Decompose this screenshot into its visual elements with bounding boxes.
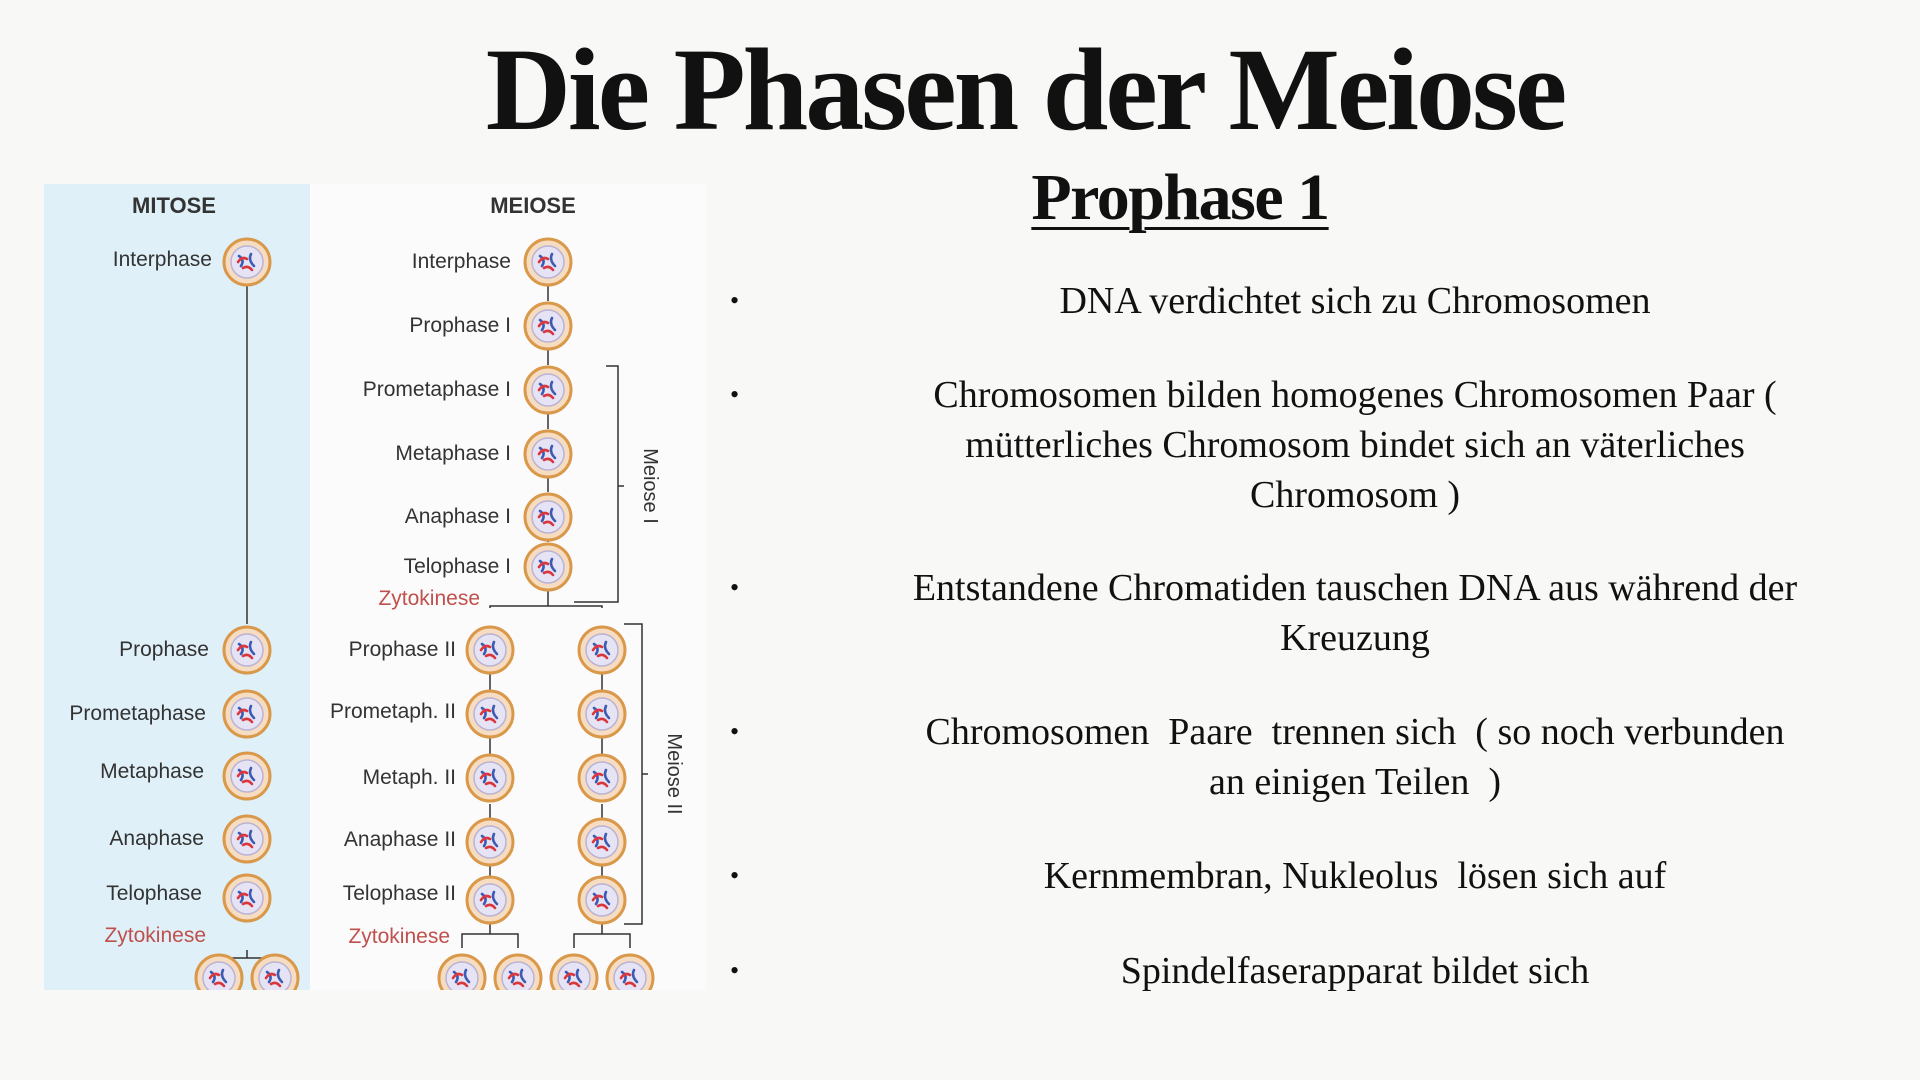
cell-icon (467, 755, 513, 801)
cell-icon (525, 431, 571, 477)
daughter-cell-icon (252, 955, 298, 990)
cell-icon (579, 877, 625, 923)
bullet-text: Chromosomen Paare trennen sich ( so noch verbunden an einigen Teilen ) (925, 711, 1794, 803)
mitose-phase-label: Metaphase (100, 760, 204, 783)
daughter-cell-icon (551, 955, 597, 990)
bullet-text: Chromosomen bilden homogenes Chromosomen Paar ( mütterliches Chromosom bindet sich an väterliches Chromosom ) (933, 374, 1777, 516)
section-subtitle: Prophase 1 (1031, 161, 1329, 234)
mitose-phase-label: Telophase (106, 882, 202, 905)
meiose-phase-label: Metaph. II (362, 766, 456, 789)
bullet-text: Kernmembran, Nukleolus lösen sich auf (1043, 855, 1667, 897)
meiose1-zytokinese-label: Zytokinese (378, 587, 480, 610)
bullet-item (730, 276, 1920, 326)
mitose-phase-label: Prometaphase (69, 702, 206, 725)
mitose-panel (44, 184, 310, 990)
meiose-phase-label: Metaphase I (395, 442, 511, 465)
meiose-1-bracket-label: Meiose I (639, 448, 661, 524)
mitose-header: MITOSE (132, 193, 216, 218)
daughter-cell-icon (495, 955, 541, 990)
meiose-phase-label: Anaphase II (343, 828, 456, 851)
cell-icon (467, 877, 513, 923)
bullet-item (730, 370, 1920, 520)
bullet-dot: • (730, 380, 740, 409)
meiose-phase-label: Prophase I (409, 314, 511, 337)
cell-icon (224, 875, 270, 921)
bullet-item (730, 707, 1920, 807)
meiose-phase-label: Prophase II (348, 638, 456, 661)
phase-diagram (44, 184, 706, 990)
bullet-text: Entstandene Chromatiden tauschen DNA aus während der Kreuzung (912, 567, 1798, 659)
daughter-cell-icon (607, 955, 653, 990)
cell-icon (467, 627, 513, 673)
cell-icon (224, 239, 270, 285)
meiose-phase-label: Prometaph. II (329, 700, 456, 723)
meiose-phase-label: Prometaphase I (362, 378, 511, 401)
bullet-text: DNA verdichtet sich zu Chromosomen (1059, 280, 1651, 322)
cell-icon (525, 544, 571, 590)
meiose-panel (310, 184, 706, 990)
bullet-text: Spindelfaserapparat bildet sich (1120, 950, 1590, 992)
meiose-phase-label: Anaphase I (404, 505, 511, 528)
daughter-cell-icon (196, 955, 242, 990)
cell-icon (224, 691, 270, 737)
cell-icon (579, 627, 625, 673)
meiose-phase-label: Telophase I (403, 555, 511, 578)
cell-icon (467, 819, 513, 865)
meiose-2-bracket-label: Meiose II (663, 733, 685, 815)
mitose-phase-label: Anaphase (109, 827, 204, 850)
mitose-phase-label: Interphase (112, 248, 212, 271)
cell-icon (525, 367, 571, 413)
bullet-dot: • (730, 286, 740, 315)
meiose-phase-label: Interphase (411, 250, 511, 273)
cell-icon (525, 303, 571, 349)
bullet-dot: • (730, 573, 740, 602)
cell-icon (224, 627, 270, 673)
bullet-dot: • (730, 717, 740, 746)
bullet-dot: • (730, 861, 740, 890)
daughter-cell-icon (439, 955, 485, 990)
cell-icon (525, 494, 571, 540)
mitose-zytokinese-label: Zytokinese (104, 924, 206, 947)
cell-icon (579, 691, 625, 737)
meiose-phase-label: Telophase II (342, 882, 456, 905)
meiose-header: MEIOSE (490, 193, 576, 218)
mitose-phase-label: Prophase (119, 638, 209, 661)
cell-icon (579, 755, 625, 801)
cell-icon (525, 239, 571, 285)
meiose2-zytokinese-label: Zytokinese (348, 925, 450, 948)
bullet-item (730, 851, 1920, 901)
cell-icon (224, 753, 270, 799)
cell-icon (467, 691, 513, 737)
bullet-dot: • (730, 956, 740, 985)
cell-icon (224, 816, 270, 862)
bullet-item (730, 946, 1920, 996)
page-title: Die Phasen der Meiose (485, 24, 1565, 155)
bullet-item (730, 563, 1920, 663)
cell-icon (579, 819, 625, 865)
